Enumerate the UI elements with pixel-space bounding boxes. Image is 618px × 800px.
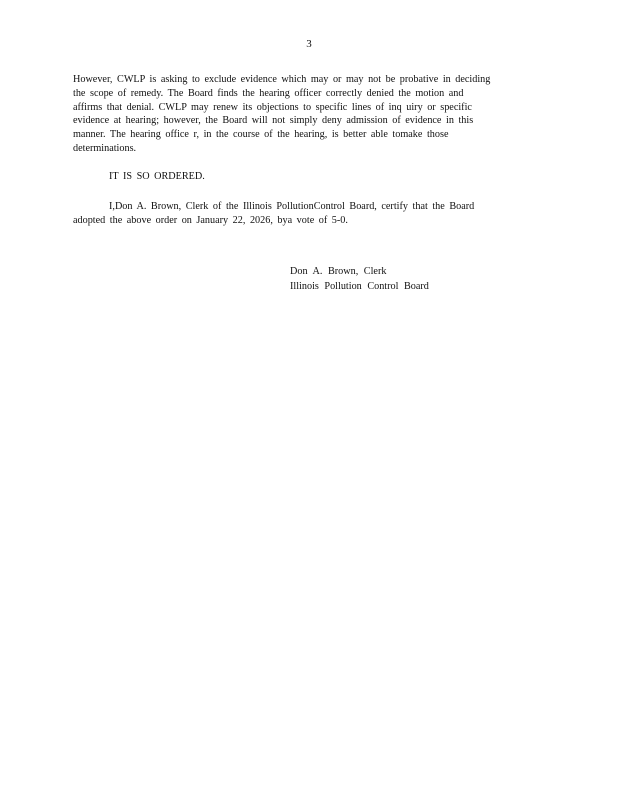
ruling-paragraph-line: evidence at hearing; however, the Board will not simply deny admission of evidence in this — [73, 115, 474, 127]
signatory-organization: Illinois Pollution Control Board — [290, 280, 429, 292]
certification-line: adopted the above order on January 22, 2026, bya vote of 5-0. — [73, 214, 348, 226]
ruling-paragraph-line: However, CWLP is asking to exclude evidence which may or may not be probative in deciding — [73, 74, 491, 85]
order-statement: IT IS SO ORDERED. — [109, 171, 205, 182]
signatory-name: Don A. Brown, Clerk — [290, 266, 387, 277]
ruling-paragraph-line: manner. The hearing office r, in the course of the hearing, is better able tomake those — [73, 129, 449, 141]
ruling-paragraph — [73, 73, 529, 156]
ruling-paragraph-line: affirms that denial. CWLP may renew its objections to specific lines of inq uiry or specific — [73, 101, 472, 113]
ruling-paragraph-line: the scope of remedy. The Board finds the hearing officer correctly denied the motion and — [73, 87, 464, 99]
page-number: 3 — [306, 38, 312, 50]
certification-line: I,Don A. Brown, Clerk of the Illinois PollutionControl Board, certify that the Board — [109, 201, 475, 212]
certification-paragraph — [73, 200, 529, 228]
ruling-paragraph-line: determinations. — [73, 142, 137, 154]
signature-block — [290, 265, 429, 294]
